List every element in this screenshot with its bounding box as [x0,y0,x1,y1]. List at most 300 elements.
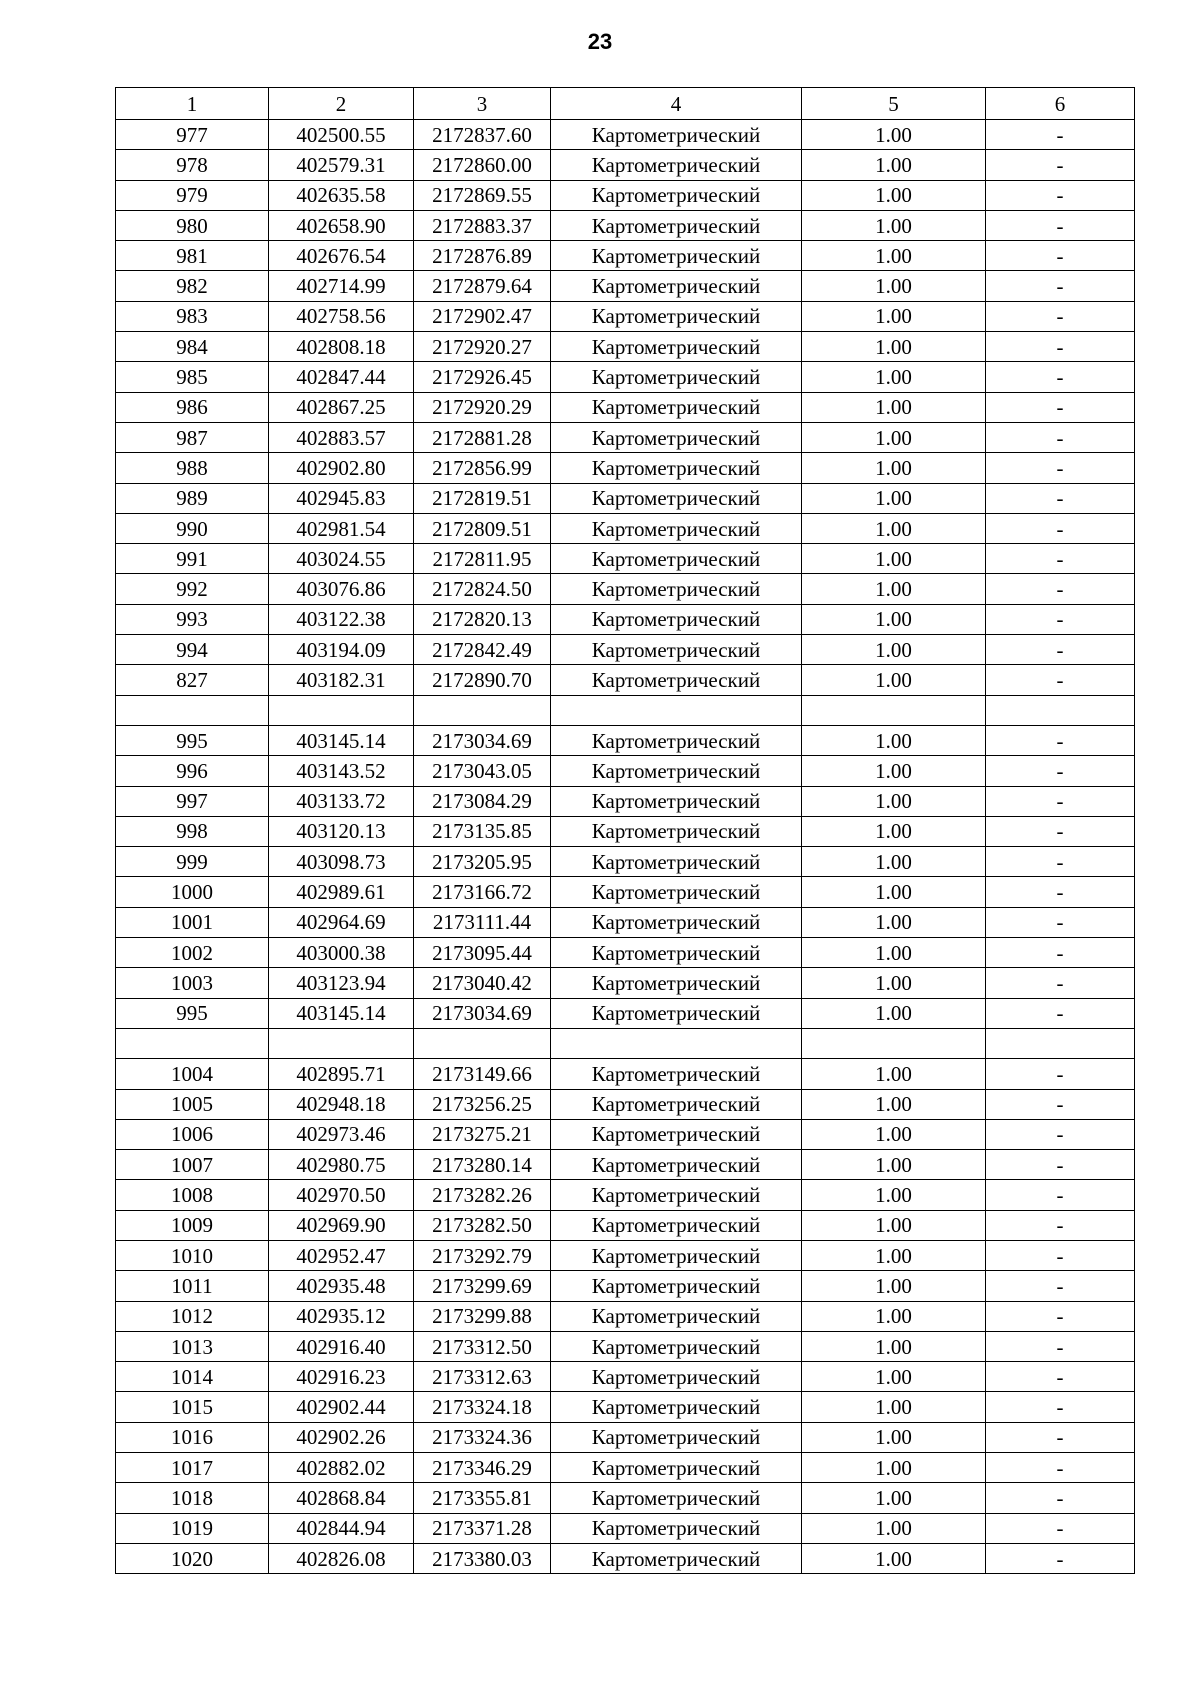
accuracy-cell: 1.00 [802,635,986,665]
table-row [116,1483,1135,1513]
point-number-cell: 986 [116,392,269,422]
method-cell: Картометрический [551,1331,802,1361]
y-coordinate-cell: 2173312.50 [414,1331,551,1361]
method-cell: Картометрический [551,1453,802,1483]
method-cell: Картометрический [551,998,802,1028]
method-cell: Картометрический [551,544,802,574]
table-row [116,907,1135,937]
method-cell: Картометрический [551,725,802,755]
method-cell: Картометрический [551,180,802,210]
method-cell: Картометрический [551,150,802,180]
x-coordinate-cell: 402500.55 [269,120,414,150]
table-separator-row [116,695,1135,725]
table-row [116,1210,1135,1240]
x-coordinate-cell: 402847.44 [269,362,414,392]
y-coordinate-cell: 2172869.55 [414,180,551,210]
description-cell: - [986,968,1135,998]
point-number-cell: 1003 [116,968,269,998]
method-cell: Картометрический [551,1362,802,1392]
description-cell: - [986,513,1135,543]
method-cell: Картометрический [551,1059,802,1089]
point-number-cell: 992 [116,574,269,604]
y-coordinate-cell: 2172824.50 [414,574,551,604]
header-row [116,88,1135,120]
y-coordinate-cell: 2173043.05 [414,756,551,786]
x-coordinate-cell: 402844.94 [269,1513,414,1543]
table-row [116,604,1135,634]
description-cell: - [986,847,1135,877]
table-row [116,362,1135,392]
table-row [116,241,1135,271]
accuracy-cell: 1.00 [802,574,986,604]
description-cell: - [986,1089,1135,1119]
point-number-cell: 987 [116,422,269,452]
x-coordinate-cell: 402981.54 [269,513,414,543]
description-cell: - [986,1150,1135,1180]
point-number-cell: 983 [116,301,269,331]
y-coordinate-cell: 2172819.51 [414,483,551,513]
method-cell: Картометрический [551,422,802,452]
point-number-cell: 984 [116,332,269,362]
x-coordinate-cell: 402969.90 [269,1210,414,1240]
x-coordinate-cell: 403098.73 [269,847,414,877]
description-cell: - [986,120,1135,150]
y-coordinate-cell: 2172890.70 [414,665,551,695]
table-row [116,1392,1135,1422]
accuracy-cell: 1.00 [802,665,986,695]
x-coordinate-cell: 403000.38 [269,938,414,968]
y-coordinate-cell [414,695,551,725]
point-number-cell: 991 [116,544,269,574]
point-number-cell: 988 [116,453,269,483]
y-coordinate-cell: 2173111.44 [414,907,551,937]
accuracy-cell: 1.00 [802,968,986,998]
y-coordinate-cell: 2172926.45 [414,362,551,392]
accuracy-cell: 1.00 [802,1483,986,1513]
method-cell: Картометрический [551,1543,802,1573]
table-row [116,332,1135,362]
table-row [116,453,1135,483]
x-coordinate-cell: 403076.86 [269,574,414,604]
method-cell: Картометрический [551,635,802,665]
description-cell: - [986,271,1135,301]
table-row [116,1362,1135,1392]
description-cell: - [986,483,1135,513]
accuracy-cell: 1.00 [802,210,986,240]
coordinates-table [115,87,1135,1574]
method-cell: Картометрический [551,241,802,271]
point-number-cell: 980 [116,210,269,240]
description-cell: - [986,604,1135,634]
y-coordinate-cell: 2173299.69 [414,1271,551,1301]
method-cell: Картометрический [551,513,802,543]
method-cell: Картометрический [551,907,802,937]
description-cell: - [986,180,1135,210]
y-coordinate-cell: 2172809.51 [414,513,551,543]
accuracy-cell: 1.00 [802,362,986,392]
description-cell: - [986,1301,1135,1331]
point-number-cell: 981 [116,241,269,271]
method-cell: Картометрический [551,332,802,362]
table-body [116,120,1135,1574]
table-row [116,968,1135,998]
point-number-cell: 1018 [116,1483,269,1513]
description-cell: - [986,1392,1135,1422]
y-coordinate-cell: 2173355.81 [414,1483,551,1513]
method-cell: Картометрический [551,877,802,907]
x-coordinate-cell: 403120.13 [269,816,414,846]
table-row [116,1271,1135,1301]
accuracy-cell: 1.00 [802,483,986,513]
point-number-cell: 979 [116,180,269,210]
description-cell: - [986,453,1135,483]
x-coordinate-cell: 402895.71 [269,1059,414,1089]
description-cell: - [986,150,1135,180]
table-row [116,422,1135,452]
y-coordinate-cell: 2172860.00 [414,150,551,180]
description-cell: - [986,301,1135,331]
y-coordinate-cell: 2172920.27 [414,332,551,362]
x-coordinate-cell [269,695,414,725]
accuracy-cell: 1.00 [802,1271,986,1301]
description-cell: - [986,725,1135,755]
method-cell: Картометрический [551,1483,802,1513]
x-coordinate-cell: 403182.31 [269,665,414,695]
accuracy-cell: 1.00 [802,150,986,180]
method-cell: Картометрический [551,1119,802,1149]
description-cell: - [986,1240,1135,1270]
method-cell: Картометрический [551,120,802,150]
table-row [116,1513,1135,1543]
description-cell: - [986,816,1135,846]
point-number-cell: 1016 [116,1422,269,1452]
table-row [116,1543,1135,1573]
y-coordinate-cell: 2173312.63 [414,1362,551,1392]
y-coordinate-cell: 2172837.60 [414,120,551,150]
description-cell: - [986,665,1135,695]
table-row [116,301,1135,331]
y-coordinate-cell: 2172920.29 [414,392,551,422]
table-row [116,877,1135,907]
y-coordinate-cell: 2173034.69 [414,998,551,1028]
y-coordinate-cell: 2173292.79 [414,1240,551,1270]
point-number-cell: 993 [116,604,269,634]
point-number-cell: 1013 [116,1331,269,1361]
table-row [116,1059,1135,1089]
point-number-cell: 990 [116,513,269,543]
accuracy-cell: 1.00 [802,816,986,846]
x-coordinate-cell: 402883.57 [269,422,414,452]
table-row [116,816,1135,846]
table-row [116,150,1135,180]
accuracy-cell: 1.00 [802,725,986,755]
method-cell: Картометрический [551,756,802,786]
accuracy-cell: 1.00 [802,392,986,422]
x-coordinate-cell: 402868.84 [269,1483,414,1513]
header-cell-1: 1 [116,88,269,120]
header-cell-5: 5 [802,88,986,120]
accuracy-cell: 1.00 [802,1453,986,1483]
accuracy-cell: 1.00 [802,1240,986,1270]
y-coordinate-cell: 2173346.29 [414,1453,551,1483]
table-row [116,120,1135,150]
table-header [116,88,1135,120]
point-number-cell: 997 [116,786,269,816]
table-row [116,483,1135,513]
accuracy-cell: 1.00 [802,332,986,362]
x-coordinate-cell: 402658.90 [269,210,414,240]
y-coordinate-cell: 2173282.26 [414,1180,551,1210]
point-number-cell: 1020 [116,1543,269,1573]
accuracy-cell: 1.00 [802,1059,986,1089]
table-row [116,1301,1135,1331]
method-cell: Картометрический [551,1271,802,1301]
x-coordinate-cell: 402952.47 [269,1240,414,1270]
description-cell: - [986,1119,1135,1149]
point-number-cell: 989 [116,483,269,513]
y-coordinate-cell: 2172902.47 [414,301,551,331]
accuracy-cell: 1.00 [802,847,986,877]
x-coordinate-cell: 402935.12 [269,1301,414,1331]
point-number-cell: 1007 [116,1150,269,1180]
y-coordinate-cell: 2173040.42 [414,968,551,998]
y-coordinate-cell: 2173084.29 [414,786,551,816]
method-cell: Картометрический [551,1240,802,1270]
point-number-cell: 1006 [116,1119,269,1149]
x-coordinate-cell: 403194.09 [269,635,414,665]
point-number-cell: 1011 [116,1271,269,1301]
method-cell: Картометрический [551,574,802,604]
point-number-cell: 985 [116,362,269,392]
description-cell: - [986,938,1135,968]
point-number-cell: 999 [116,847,269,877]
table-separator-row [116,1028,1135,1058]
point-number-cell: 1004 [116,1059,269,1089]
accuracy-cell: 1.00 [802,241,986,271]
x-coordinate-cell: 402714.99 [269,271,414,301]
table-row [116,938,1135,968]
method-cell: Картометрический [551,1210,802,1240]
table-row [116,1180,1135,1210]
y-coordinate-cell: 2173280.14 [414,1150,551,1180]
x-coordinate-cell: 402902.44 [269,1392,414,1422]
table-row [116,210,1135,240]
y-coordinate-cell: 2172842.49 [414,635,551,665]
method-cell: Картометрический [551,1301,802,1331]
point-number-cell: 1001 [116,907,269,937]
x-coordinate-cell: 402948.18 [269,1089,414,1119]
description-cell: - [986,1271,1135,1301]
y-coordinate-cell: 2173166.72 [414,877,551,907]
description-cell: - [986,574,1135,604]
x-coordinate-cell: 402989.61 [269,877,414,907]
y-coordinate-cell: 2173135.85 [414,816,551,846]
point-number-cell: 1008 [116,1180,269,1210]
description-cell: - [986,1483,1135,1513]
description-cell: - [986,1543,1135,1573]
method-cell: Картометрический [551,453,802,483]
point-number-cell: 1009 [116,1210,269,1240]
page-number: 23 [587,29,613,54]
point-number-cell: 978 [116,150,269,180]
accuracy-cell: 1.00 [802,938,986,968]
accuracy-cell: 1.00 [802,1089,986,1119]
y-coordinate-cell [414,1028,551,1058]
method-cell: Картометрический [551,968,802,998]
x-coordinate-cell: 402902.80 [269,453,414,483]
point-number-cell [116,695,269,725]
accuracy-cell: 1.00 [802,513,986,543]
y-coordinate-cell: 2173149.66 [414,1059,551,1089]
x-coordinate-cell: 403024.55 [269,544,414,574]
y-coordinate-cell: 2173324.36 [414,1422,551,1452]
point-number-cell: 1014 [116,1362,269,1392]
description-cell [986,1028,1135,1058]
accuracy-cell: 1.00 [802,1210,986,1240]
table-row [116,725,1135,755]
method-cell: Картометрический [551,392,802,422]
method-cell: Картометрический [551,938,802,968]
y-coordinate-cell: 2172881.28 [414,422,551,452]
description-cell: - [986,1422,1135,1452]
y-coordinate-cell: 2172811.95 [414,544,551,574]
y-coordinate-cell: 2173034.69 [414,725,551,755]
x-coordinate-cell: 402867.25 [269,392,414,422]
accuracy-cell: 1.00 [802,604,986,634]
method-cell: Картометрический [551,1392,802,1422]
table-row [116,756,1135,786]
x-coordinate-cell: 402964.69 [269,907,414,937]
y-coordinate-cell: 2173275.21 [414,1119,551,1149]
y-coordinate-cell: 2173095.44 [414,938,551,968]
y-coordinate-cell: 2173299.88 [414,1301,551,1331]
description-cell [986,695,1135,725]
x-coordinate-cell: 402882.02 [269,1453,414,1483]
description-cell: - [986,241,1135,271]
accuracy-cell: 1.00 [802,1362,986,1392]
accuracy-cell: 1.00 [802,1119,986,1149]
table-row [116,392,1135,422]
x-coordinate-cell: 402916.40 [269,1331,414,1361]
accuracy-cell: 1.00 [802,1150,986,1180]
table-row [116,574,1135,604]
description-cell: - [986,1453,1135,1483]
point-number-cell: 982 [116,271,269,301]
accuracy-cell: 1.00 [802,271,986,301]
method-cell: Картометрический [551,847,802,877]
accuracy-cell [802,695,986,725]
table-row [116,1150,1135,1180]
accuracy-cell: 1.00 [802,453,986,483]
accuracy-cell: 1.00 [802,1513,986,1543]
description-cell: - [986,756,1135,786]
method-cell: Картометрический [551,604,802,634]
description-cell: - [986,998,1135,1028]
accuracy-cell: 1.00 [802,786,986,816]
y-coordinate-cell: 2172883.37 [414,210,551,240]
table-row [116,1331,1135,1361]
point-number-cell: 995 [116,998,269,1028]
description-cell: - [986,332,1135,362]
y-coordinate-cell: 2173380.03 [414,1543,551,1573]
x-coordinate-cell: 402970.50 [269,1180,414,1210]
accuracy-cell: 1.00 [802,998,986,1028]
table-row [116,1453,1135,1483]
accuracy-cell: 1.00 [802,1543,986,1573]
accuracy-cell: 1.00 [802,180,986,210]
x-coordinate-cell: 403145.14 [269,998,414,1028]
method-cell: Картометрический [551,271,802,301]
point-number-cell: 995 [116,725,269,755]
description-cell: - [986,877,1135,907]
table-row [116,847,1135,877]
y-coordinate-cell: 2172856.99 [414,453,551,483]
point-number-cell: 1002 [116,938,269,968]
table-row [116,998,1135,1028]
method-cell [551,1028,802,1058]
x-coordinate-cell: 403122.38 [269,604,414,634]
accuracy-cell: 1.00 [802,301,986,331]
x-coordinate-cell: 402826.08 [269,1543,414,1573]
header-cell-2: 2 [269,88,414,120]
description-cell: - [986,1059,1135,1089]
accuracy-cell: 1.00 [802,756,986,786]
method-cell: Картометрический [551,1150,802,1180]
y-coordinate-cell: 2172876.89 [414,241,551,271]
header-cell-6: 6 [986,88,1135,120]
y-coordinate-cell: 2173282.50 [414,1210,551,1240]
description-cell: - [986,907,1135,937]
point-number-cell: 998 [116,816,269,846]
table-row [116,1422,1135,1452]
table-row [116,544,1135,574]
point-number-cell: 1015 [116,1392,269,1422]
method-cell: Картометрический [551,665,802,695]
x-coordinate-cell: 402980.75 [269,1150,414,1180]
method-cell: Картометрический [551,210,802,240]
x-coordinate-cell: 403123.94 [269,968,414,998]
x-coordinate-cell: 403143.52 [269,756,414,786]
y-coordinate-cell: 2173324.18 [414,1392,551,1422]
table-row [116,1119,1135,1149]
description-cell: - [986,210,1135,240]
y-coordinate-cell: 2172879.64 [414,271,551,301]
accuracy-cell: 1.00 [802,1422,986,1452]
point-number-cell: 1005 [116,1089,269,1119]
description-cell: - [986,1331,1135,1361]
description-cell: - [986,422,1135,452]
accuracy-cell [802,1028,986,1058]
table-row [116,180,1135,210]
method-cell: Картометрический [551,816,802,846]
point-number-cell: 996 [116,756,269,786]
accuracy-cell: 1.00 [802,422,986,452]
x-coordinate-cell: 402676.54 [269,241,414,271]
description-cell: - [986,635,1135,665]
y-coordinate-cell: 2172820.13 [414,604,551,634]
point-number-cell: 977 [116,120,269,150]
description-cell: - [986,1210,1135,1240]
accuracy-cell: 1.00 [802,1331,986,1361]
point-number-cell: 1019 [116,1513,269,1543]
point-number-cell: 1012 [116,1301,269,1331]
header-cell-4: 4 [551,88,802,120]
description-cell: - [986,1362,1135,1392]
table-row [116,1089,1135,1119]
point-number-cell: 1017 [116,1453,269,1483]
method-cell: Картометрический [551,1422,802,1452]
description-cell: - [986,362,1135,392]
